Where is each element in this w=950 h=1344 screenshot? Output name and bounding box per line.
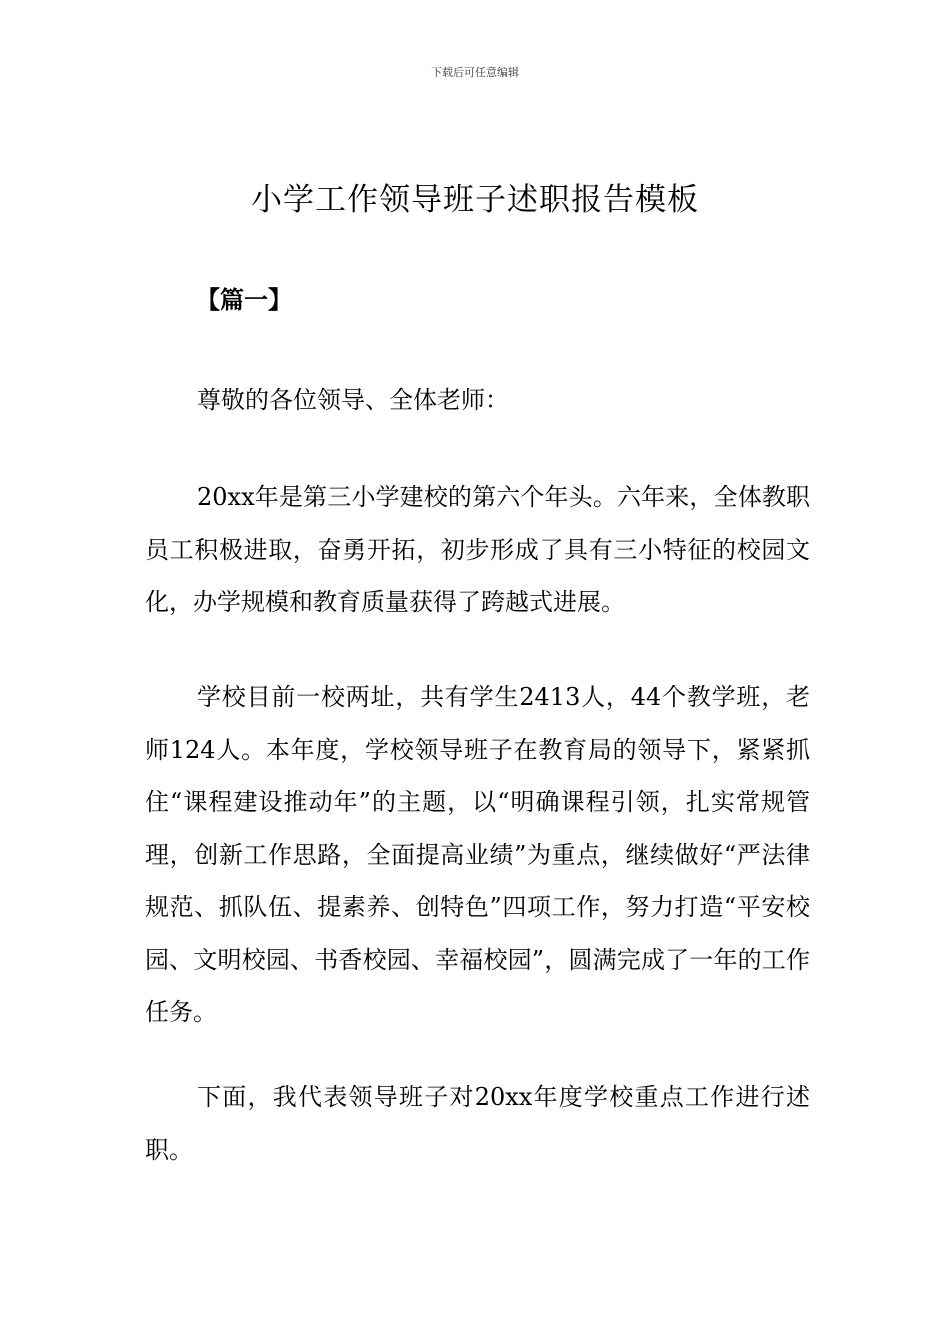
next-paragraph: 下面，我代表领导班子对20xx年度学校重点工作进行述职。	[145, 1083, 810, 1164]
header-note: 下载后可任意编辑	[431, 66, 519, 79]
status-paragraph: 学校目前一校两址，共有学生2413人，44个教学班，老师124人。本年度，学校领导班子在教育局的领导下，紧紧抓住“课程建设推动年”的主题，以“明确课程引领，扎实常规管理，创新工作思路，全面提高业绩”为重点，继续做好“严法律规范、抓队伍、提素养、创特色”四项工作，努力打造“平安校园、文明校园、书香校园、幸福校园”，圆满完成了一年的工作任务。	[145, 683, 810, 1026]
section-label: 【篇一】	[196, 285, 292, 314]
greeting-paragraph: 尊敬的各位领导、全体老师：	[197, 386, 509, 414]
intro-paragraph: 20xx年是第三小学建校的第六个年头。六年来，全体教职员工积极进取，奋勇开拓，初步形成了具有三小特征的校园文化，办学规模和教育质量获得了跨越式进展。	[145, 483, 810, 616]
document-title: 小学工作领导班子述职报告模板	[251, 182, 699, 218]
